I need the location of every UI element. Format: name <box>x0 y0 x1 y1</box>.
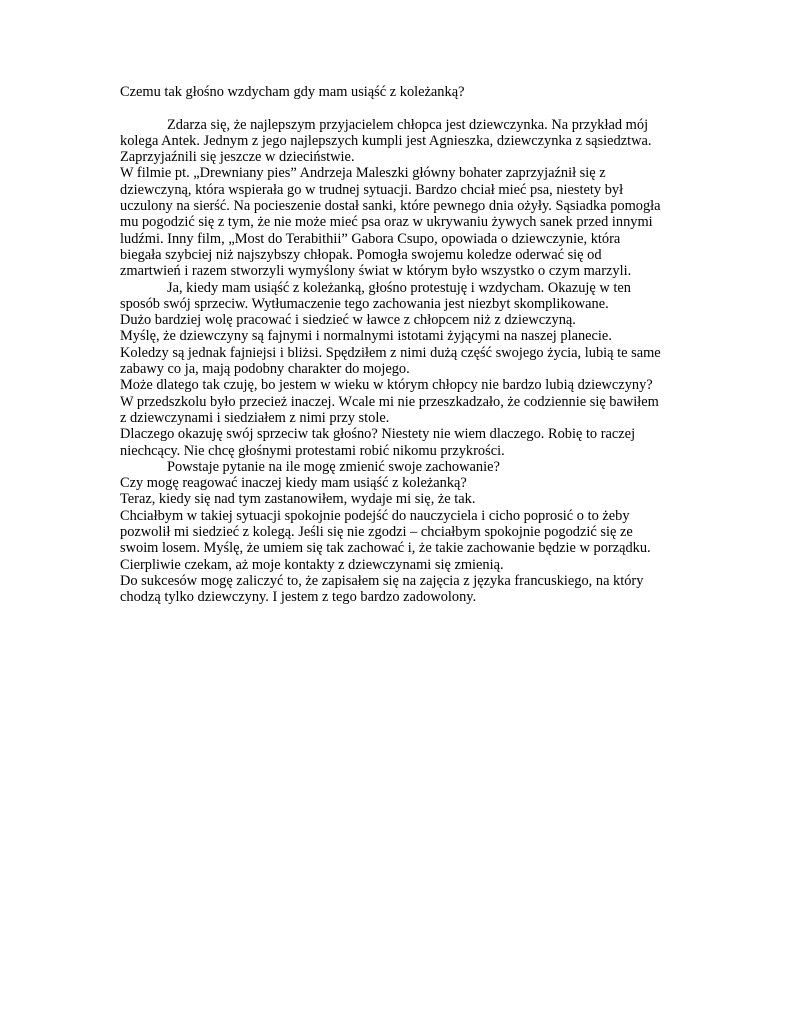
text-line: niechcący. Nie chcę głośnymi protestami robić nikomu przykrości. <box>120 442 505 459</box>
text-line: Może dlatego tak czuję, bo jestem w wieku w którym chłopcy nie bardzo lubią dziewczyny? <box>120 377 653 394</box>
text-line: Teraz, kiedy się nad tym zastanowiłem, wydaje mi się, że tak. <box>120 491 476 508</box>
text-line: Chciałbym w takiej sytuacji spokojnie podejść do nauczyciela i cicho poprosić o to żeby <box>120 507 630 524</box>
text-line: sposób swój sprzeciw. Wytłumaczenie tego zachowania jest niezbyt skomplikowane. <box>120 295 609 312</box>
text-line: Ja, kiedy mam usiąść z koleżanką, głośno protestuję i wzdycham. Okazuję w ten <box>167 279 631 296</box>
text-line: Koledzy są jednak fajniejsi i bliżsi. Spędziłem z nimi dużą część swojego życia, lubią te same <box>120 344 661 361</box>
text-line: W przedszkolu było przecież inaczej. Wcale mi nie przeszkadzało, że codziennie się bawiłem <box>120 393 659 410</box>
text-line: Dlaczego okazuję swój sprzeciw tak głośno? Niestety nie wiem dlaczego. Robię to raczej <box>120 426 636 443</box>
text-line: biegała szybciej niż najszybszy chłopak. Pomogła swojemu koledze oderwać się od <box>120 246 602 263</box>
text-line: swoim losem. Myślę, że umiem się tak zachować i, że takie zachowanie będzie w porządku. <box>120 540 651 557</box>
text-line: mu pogodzić się z tym, że nie może mieć psa oraz w ukrywaniu żywych sanek przed innymi <box>120 214 653 231</box>
text-line: Cierpliwie czekam, aż moje kontakty z dziewczynami się zmienią. <box>120 556 504 573</box>
text-line: ludźmi. Inny film, „Most do Terabithii” Gabora Csupo, opowiada o dziewczynie, która <box>120 230 621 247</box>
text-line: Zdarza się, że najlepszym przyjacielem chłopca jest dziewczynka. Na przykład mój <box>167 116 649 133</box>
text-line: Do sukcesów mogę zaliczyć to, że zapisałem się na zajęcia z języka francuskiego, na który <box>120 572 644 589</box>
document-title: Czemu tak głośno wzdycham gdy mam usiąść z koleżanką? <box>120 84 465 100</box>
document-body <box>120 84 680 606</box>
blank-line <box>120 100 680 116</box>
text-line: Myślę, że dziewczyny są fajnymi i normalnymi istotami żyjącymi na naszej planecie. <box>120 328 612 345</box>
text-line: chodzą tylko dziewczyny. I jestem z tego bardzo zadowolony. <box>120 589 477 606</box>
text-line: z dziewczynami i siedziałem z nimi przy stole. <box>120 409 390 426</box>
text-line: Zaprzyjaźnili się jeszcze w dzieciństwie. <box>120 149 355 166</box>
text-line: Dużo bardziej wolę pracować i siedzieć w ławce z chłopcem niż z dziewczyną. <box>120 312 576 329</box>
text-line: Powstaje pytanie na ile mogę zmienić swoje zachowanie? <box>167 458 500 475</box>
text-line: zmartwień i razem stworzyli wymyślony świat w którym było wszystko o czym marzyli. <box>120 263 632 280</box>
text-line: Czy mogę reagować inaczej kiedy mam usiąść z koleżanką? <box>120 475 467 492</box>
text-line: W filmie pt. „Drewniany pies” Andrzeja Maleszki główny bohater zaprzyjaźnił się z <box>120 165 606 182</box>
text-line: kolega Antek. Jednym z jego najlepszych kumpli jest Agnieszka, dziewczynka z sąsiedztwa. <box>120 132 652 149</box>
text-line: pozwolił mi siedzieć z kolegą. Jeśli się nie zgodzi – chciałbym spokojnie pogodzić się ze <box>120 524 633 541</box>
text-line: uczulony na sierść. Na pocieszenie dostał sanki, które pewnego dnia ożyły. Sąsiadka pomogła <box>120 198 661 215</box>
text-line: dziewczyną, która wspierała go w trudnej sytuacji. Bardzo chciał mieć psa, niestety był <box>120 181 624 198</box>
text-line: zabawy co ja, mają podobny charakter do mojego. <box>120 361 410 378</box>
